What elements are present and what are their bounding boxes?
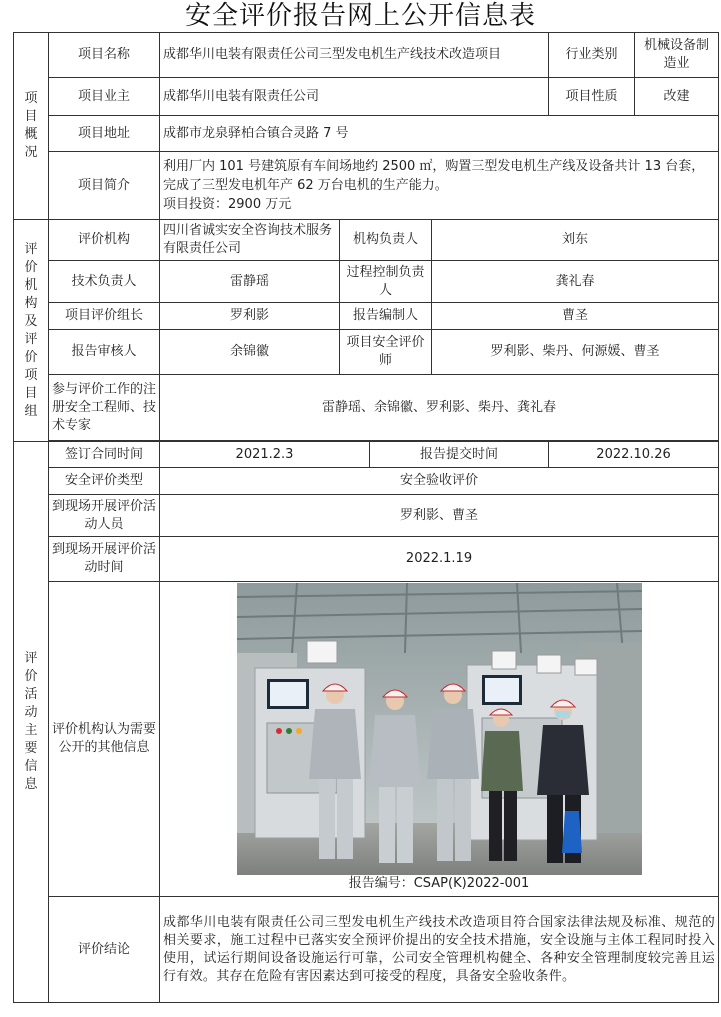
tech-leader-value: 雷静瑶 bbox=[160, 261, 340, 303]
contract-date-value: 2021.2.3 bbox=[160, 442, 370, 468]
process-leader-label: 过程控制负责人 bbox=[340, 261, 432, 303]
conclusion-label: 评价结论 bbox=[49, 897, 160, 1003]
process-leader-value: 龚礼春 bbox=[432, 261, 719, 303]
experts-value: 雷静瑶、余锦徽、罗利影、柴丹、龚礼春 bbox=[160, 375, 719, 441]
project-owner-label: 项目业主 bbox=[49, 78, 160, 116]
project-nature-value: 改建 bbox=[635, 78, 719, 116]
onsite-time-label: 到现场开展评价活动时间 bbox=[49, 537, 160, 582]
group-leader-label: 项目评价组长 bbox=[49, 303, 160, 330]
conclusion-value: 成都华川电装有限责任公司三型发电机生产线技术改造项目符合国家法律法规及标准、规范的相关要求，施工过程中已落实安全预评价提出的安全技术措施，安全设施与主体工程同时投入使用，试运行期间设备设施运行可靠，公司安全管理机构健全、各种安全管理制度较完善且运行有效。其存在危险有害因素达到可接受的程度，具备安全验收条件。 bbox=[160, 897, 719, 1003]
agency-leader-value: 刘东 bbox=[432, 220, 719, 261]
report-number: 报告编号：CSAP(K)2022-001 bbox=[348, 876, 530, 891]
info-table bbox=[13, 32, 719, 1003]
section-overview: 项 目 概 况 bbox=[14, 33, 49, 220]
agency-label: 评价机构 bbox=[49, 220, 160, 261]
industry-value: 机械设备制造业 bbox=[635, 33, 719, 78]
industry-label: 行业类别 bbox=[549, 33, 635, 78]
project-name-value: 成都华川电装有限责任公司三型发电机生产线技术改造项目 bbox=[160, 33, 549, 78]
section-org: 评 价 机 构 及 评 价 项 目 组 bbox=[14, 220, 49, 442]
project-intro-value: 利用厂内 101 号建筑原有车间场地约 2500 ㎡，购置三型发电机生产线及设备共计 13 台套，完成了三型发电机年产 62 万台电机的生产能力。 bbox=[163, 159, 705, 193]
assessor-value: 罗利影、柴丹、何源媛、曹圣 bbox=[432, 330, 719, 375]
site-visit-photo bbox=[237, 583, 642, 875]
project-address-label: 项目地址 bbox=[49, 116, 160, 152]
assessor-label: 项目安全评价师 bbox=[340, 330, 432, 375]
contract-date-label: 签订合同时间 bbox=[49, 442, 160, 468]
report-reviewer-label: 报告审核人 bbox=[49, 330, 160, 375]
tech-leader-label: 技术负责人 bbox=[49, 261, 160, 303]
project-address-value: 成都市龙泉驿柏合镇合灵路 7 号 bbox=[160, 116, 719, 152]
onsite-time-value: 2022.1.19 bbox=[160, 537, 719, 582]
project-owner-value: 成都华川电装有限责任公司 bbox=[160, 78, 549, 116]
onsite-people-label: 到现场开展评价活动人员 bbox=[49, 495, 160, 537]
report-author-value: 曹圣 bbox=[432, 303, 719, 330]
onsite-people-value: 罗利影、曹圣 bbox=[160, 495, 719, 537]
assessment-type-label: 安全评价类型 bbox=[49, 468, 160, 495]
assessment-type-value: 安全验收评价 bbox=[160, 468, 719, 495]
page-title: 安全评价报告网上公开信息表 bbox=[184, 1, 536, 31]
submit-date-value: 2022.10.26 bbox=[549, 442, 719, 468]
section-activity: 评 价 活 动 主 要 信 息 bbox=[14, 442, 49, 1003]
project-nature-label: 项目性质 bbox=[549, 78, 635, 116]
experts-label: 参与评价工作的注册安全工程师、技术专家 bbox=[49, 375, 160, 441]
group-leader-value: 罗利影 bbox=[160, 303, 340, 330]
report-author-label: 报告编制人 bbox=[340, 303, 432, 330]
other-info-label: 评价机构认为需要公开的其他信息 bbox=[49, 582, 160, 897]
report-reviewer-value: 余锦徽 bbox=[160, 330, 340, 375]
agency-value: 四川省诚实安全咨询技术服务有限责任公司 bbox=[160, 220, 340, 261]
project-intro-cell bbox=[160, 152, 719, 220]
project-intro-label: 项目简介 bbox=[49, 152, 160, 220]
project-investment: 项目投资：2900 万元 bbox=[163, 197, 292, 212]
submit-date-label: 报告提交时间 bbox=[370, 442, 549, 468]
agency-leader-label: 机构负责人 bbox=[340, 220, 432, 261]
project-name-label: 项目名称 bbox=[49, 33, 160, 78]
other-info-cell bbox=[160, 582, 719, 897]
